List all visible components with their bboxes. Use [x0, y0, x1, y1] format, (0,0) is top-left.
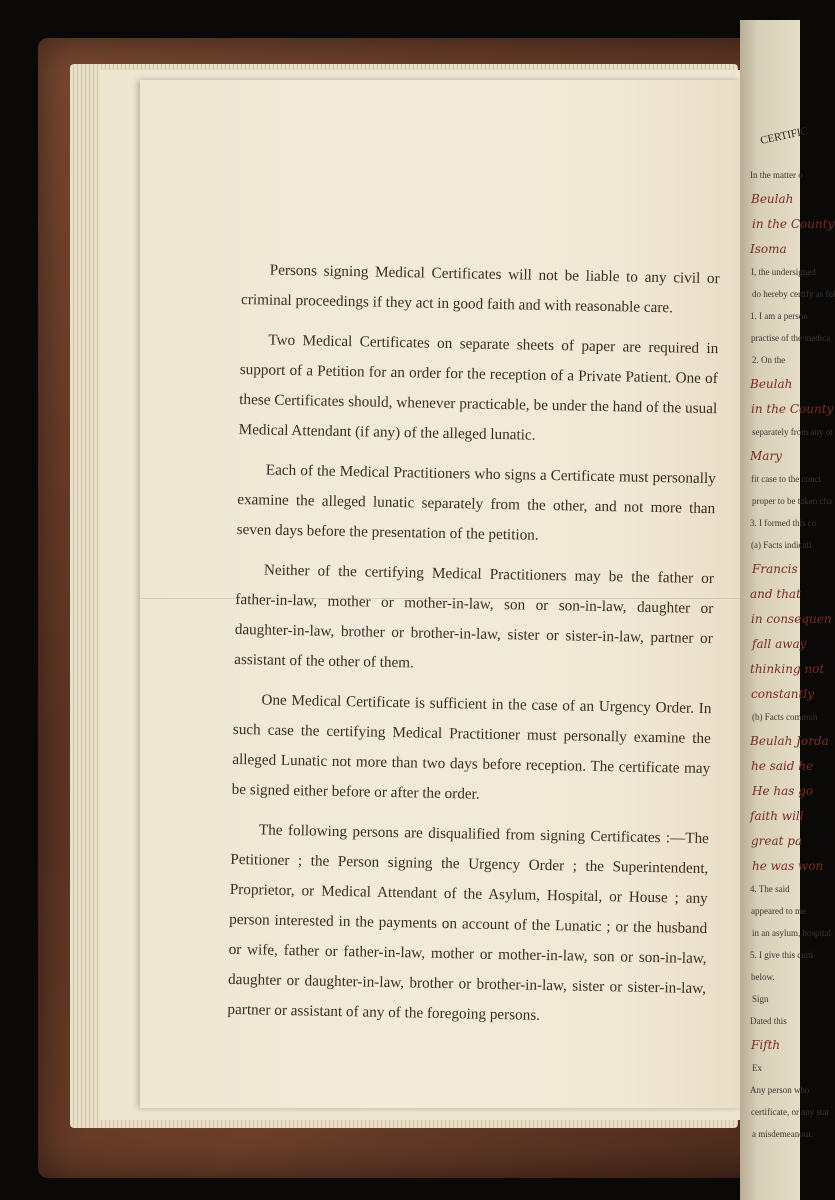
certificate-fragment-line: below. [751, 972, 775, 982]
certificate-fragment-line: 3. I formed this co [750, 518, 817, 528]
certificate-fragment-line: in consequen [751, 612, 832, 626]
certificate-fragment-line: He has go [752, 784, 814, 798]
certificate-fragment-line: 5. I give this certi [750, 950, 814, 960]
certificate-fragment-line: practise of the medica [751, 333, 831, 343]
certificate-heading: CERTIFIC [759, 125, 809, 147]
certificate-fragment-line: certificate, or any stat [751, 1107, 829, 1117]
certificate-fragment-line: Ex [752, 1063, 762, 1073]
certificate-fragment-line: Fifth [751, 1038, 781, 1052]
certificate-fragment-line: a misdemeanour. [752, 1129, 813, 1139]
certificate-fragment-line: great pa [751, 834, 803, 848]
certificate-fragment-line: he said he [751, 759, 814, 773]
notes-text-block [227, 255, 720, 1044]
document-page [140, 80, 740, 1108]
certificate-fragment-line: Isoma [750, 242, 787, 256]
certificate-fragment-line: in an asylum, hospital [752, 928, 831, 938]
certificate-fragment-line: Sign [752, 994, 769, 1004]
certificate-fragment-line: he was won [752, 859, 824, 873]
paragraph-liability: Persons signing Medical Certificates will not be liable to any civil or criminal proceedings if they act in good faith and with reasonable care. [240, 261, 720, 317]
certificate-fragment-line: Francis [752, 562, 798, 576]
certificate-fragment-line: separately from any ot [752, 427, 833, 437]
paragraph-disqualified-persons: The following persons are disqualified from signing Certificates :—The Petitioner ; the Person signing the Urgency Order ; the Superintendent, Proprietor, or Medical Attendant of the Asylum, Hospital, or House ; any person interested in the payments on account of the Lunatic ; or the husband or wife, father or father-in-law, mother or mother-in-law, son or son-in-law, daughter or daughter-in-law, brother or brother-in-law, sister or sister-in-law, partner or assistant of any of the foregoing persons. [227, 821, 710, 1024]
certificate-fragment-line: Beulah Jorda [750, 734, 829, 748]
paragraph-personal-examination: Each of the Medical Practitioners who signs a Certificate must personally examine the alleged lunatic separately from the other, and not more than seven days before the presentation of the petition. [236, 461, 716, 544]
paragraph-relationship-restriction: Neither of the certifying Medical Practitioners may be the father or father-in-law, mother or mother-in-law, son or son-in-law, daughter or daughter-in-law, brother or brother-in-law, sister or sister-in-law, partner or assistant of the other of them. [234, 561, 715, 672]
certificate-fragment-line: Mary [750, 449, 782, 463]
certificate-fragment-line: 4. The said [750, 884, 790, 894]
certificate-fragment-line: In the matter o [750, 170, 803, 180]
paragraph-two-certificates: Two Medical Certificates on separate sheets of paper are required in support of a Petition for an order for the reception of a Private Patient. One of these Certificates should, whenever practicable, be under the hand of the usual Medical Attendant (if any) of the alleged lunatic. [238, 331, 719, 444]
certificate-fragment-line: appeared to me [751, 906, 806, 916]
certificate-fragment-line: Beulah [751, 192, 794, 206]
certificate-fragment-line: proper to be taken cha [752, 496, 832, 506]
certificate-fragment-line: Dated this [750, 1016, 787, 1026]
certificate-fragment-line: constantly [751, 687, 814, 701]
certificate-fragment-line: fall away [752, 637, 807, 651]
certificate-fragment-line: Beulah [750, 377, 793, 391]
certificate-fragment-line: Any person who [750, 1085, 810, 1095]
certificate-fragment-line: in the County [752, 217, 835, 231]
paragraph-urgency-order: One Medical Certificate is sufficient in the case of an Urgency Order. In such case the certifying Medical Practitioner must personally examine the alleged Lunatic not more than two days before reception. The certificate may be signed either before or after the order. [231, 691, 712, 803]
certificate-fragment-line: (a) Facts indicati [751, 540, 812, 550]
certificate-fragment-line: faith will [750, 809, 804, 823]
certificate-fragment-line: 1. I am a person [750, 311, 808, 321]
certificate-fragment-line: 2. On the [752, 355, 786, 365]
certificate-fragment-line: thinking not [750, 662, 825, 676]
certificate-fragment-line: in the County [751, 402, 834, 416]
certificate-fragment-line: and that [750, 587, 801, 601]
certificate-fragment-line: fit case to the conct [751, 474, 821, 484]
certificate-fragment-line: (b) Facts commun [752, 712, 818, 722]
certificate-fragment-line: do hereby certify as fol [752, 289, 835, 299]
adjacent-certificate-page [740, 20, 835, 1200]
certificate-fragment-line: I, the undersigned [751, 267, 816, 277]
